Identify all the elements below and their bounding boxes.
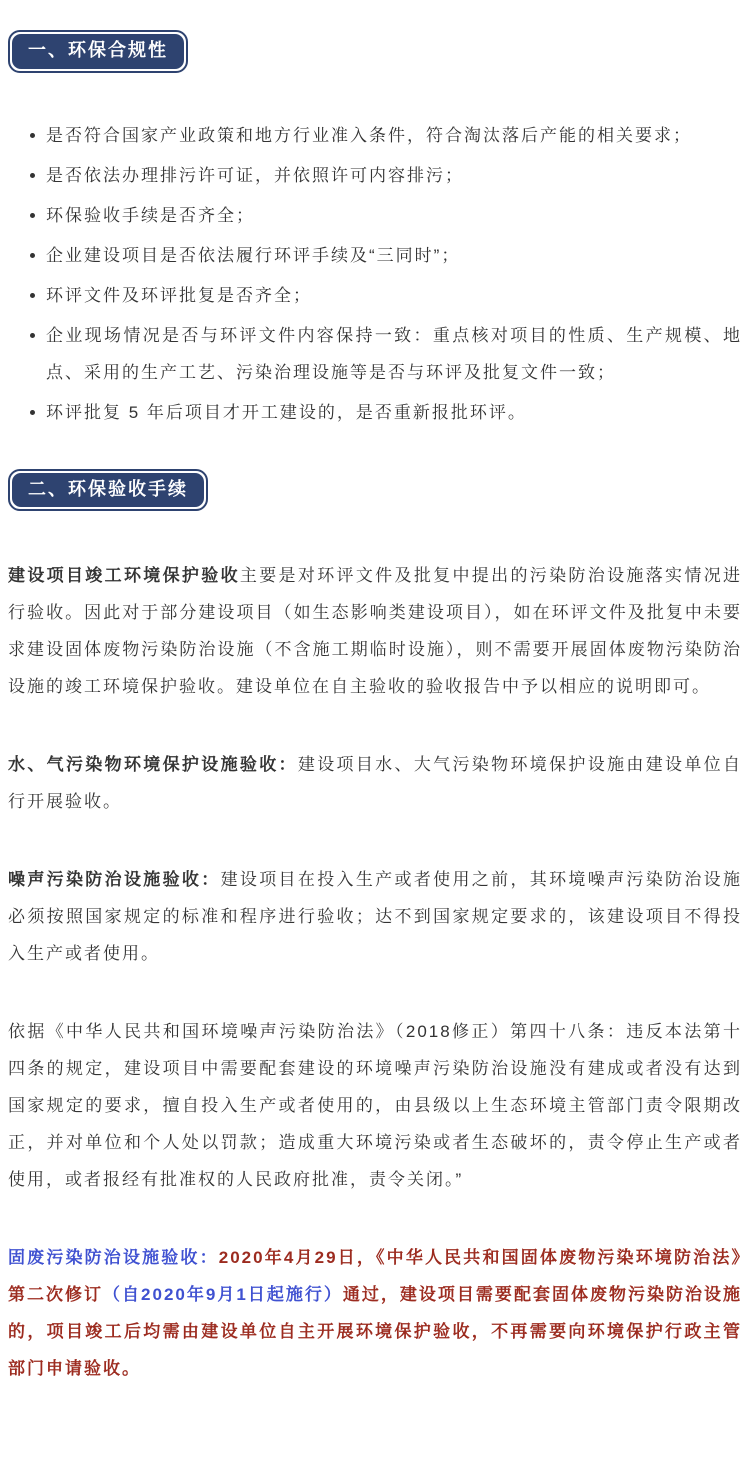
section-one-header xyxy=(8,30,742,73)
section-two-badge xyxy=(8,469,208,512)
paragraph-lead: 建设项目竣工环境保护验收 xyxy=(8,566,240,586)
paragraph-text: 建设项目在投入生产或者使用之前，其环境噪声污染防治设施必须按照国家规定的标准和程序进行验收；达不到国家规定要求的，该建设项目不得投入生产或者使用。 xyxy=(8,870,743,964)
paragraph-text: 建设项目水、大气污染物环境保护设施由建设单位自行开展验收。 xyxy=(8,755,743,812)
highlight-red-text: 2020年4月29日，《中华人民共和国固体废物污染环境防治法》第二次修订 xyxy=(8,1248,742,1305)
paragraph-text: 主要是对环评文件及批复中提出的污染防治设施落实情况进行验收。因此对于部分建设项目（如生态影响类建设项目），如在环评文件及批复中未要求建设固体废物污染防治设施（不含施工期临时设施），则不需要开展固体废物污染防治设施的竣工环境保护验收。建设单位在自主验收的验收报告中予以相应的说明即可。 xyxy=(8,566,743,697)
checklist-item: 环评批复 5 年后项目才开工建设的，是否重新报批环评。 xyxy=(30,394,742,431)
paragraph-text: 依据《中华人民共和国环境噪声污染防治法》（2018修正）第四十八条：违反本法第十四条的规定，建设项目中需要配套建设的环境噪声污染防治设施没有建成或者没有达到国家规定的要求，擅自投入生产或者使用的，由县级以上生态环境主管部门责令限期改正，并对单位和个人处以罚款；造成重大环境污染或者生态破坏的，责令停止生产或者使用，或者报经有批准权的人民政府批准，责令关闭。” xyxy=(8,1022,742,1190)
checklist-item: 是否符合国家产业政策和地方行业准入条件，符合淘汰落后产能的相关要求； xyxy=(30,117,742,154)
paragraph-completion-acceptance xyxy=(8,557,742,705)
paragraph-water-air-acceptance xyxy=(8,746,742,820)
section-one-badge xyxy=(8,30,188,73)
paragraph-lead: 水、气污染物环境保护设施验收： xyxy=(8,755,298,775)
highlight-blue-text: 固废污染防治设施验收： xyxy=(8,1248,219,1268)
checklist-item: 环保验收手续是否齐全； xyxy=(30,197,742,234)
section-two-badge-label: 二、环保验收手续 xyxy=(12,473,204,508)
paragraph-lead: 噪声污染防治设施验收： xyxy=(8,870,221,890)
section-two-header xyxy=(8,469,742,512)
highlight-red-text: 通过，建设项目需要配套固体废物污染防治设施的，项目竣工后均需由建设单位自主开展环境保护验收，不再需要向环境保护行政主管部门申请验收。 xyxy=(8,1285,743,1379)
checklist-item: 环评文件及环评批复是否齐全； xyxy=(30,277,742,314)
checklist-item: 是否依法办理排污许可证，并依照许可内容排污； xyxy=(30,157,742,194)
checklist-item: 企业建设项目是否依法履行环评手续及“三同时”； xyxy=(30,237,742,274)
compliance-checklist xyxy=(8,117,742,431)
paragraph-solid-waste-acceptance xyxy=(8,1239,742,1387)
paragraph-noise-law-citation xyxy=(8,1013,742,1198)
section-one-badge-label: 一、环保合规性 xyxy=(12,34,184,69)
highlight-blue-text: （自2020年9月1日起施行） xyxy=(103,1285,343,1305)
checklist-item: 企业现场情况是否与环评文件内容保持一致：重点核对项目的性质、生产规模、地点、采用的生产工艺、污染治理设施等是否与环评及批复文件一致； xyxy=(30,317,742,391)
paragraph-noise-acceptance xyxy=(8,861,742,972)
